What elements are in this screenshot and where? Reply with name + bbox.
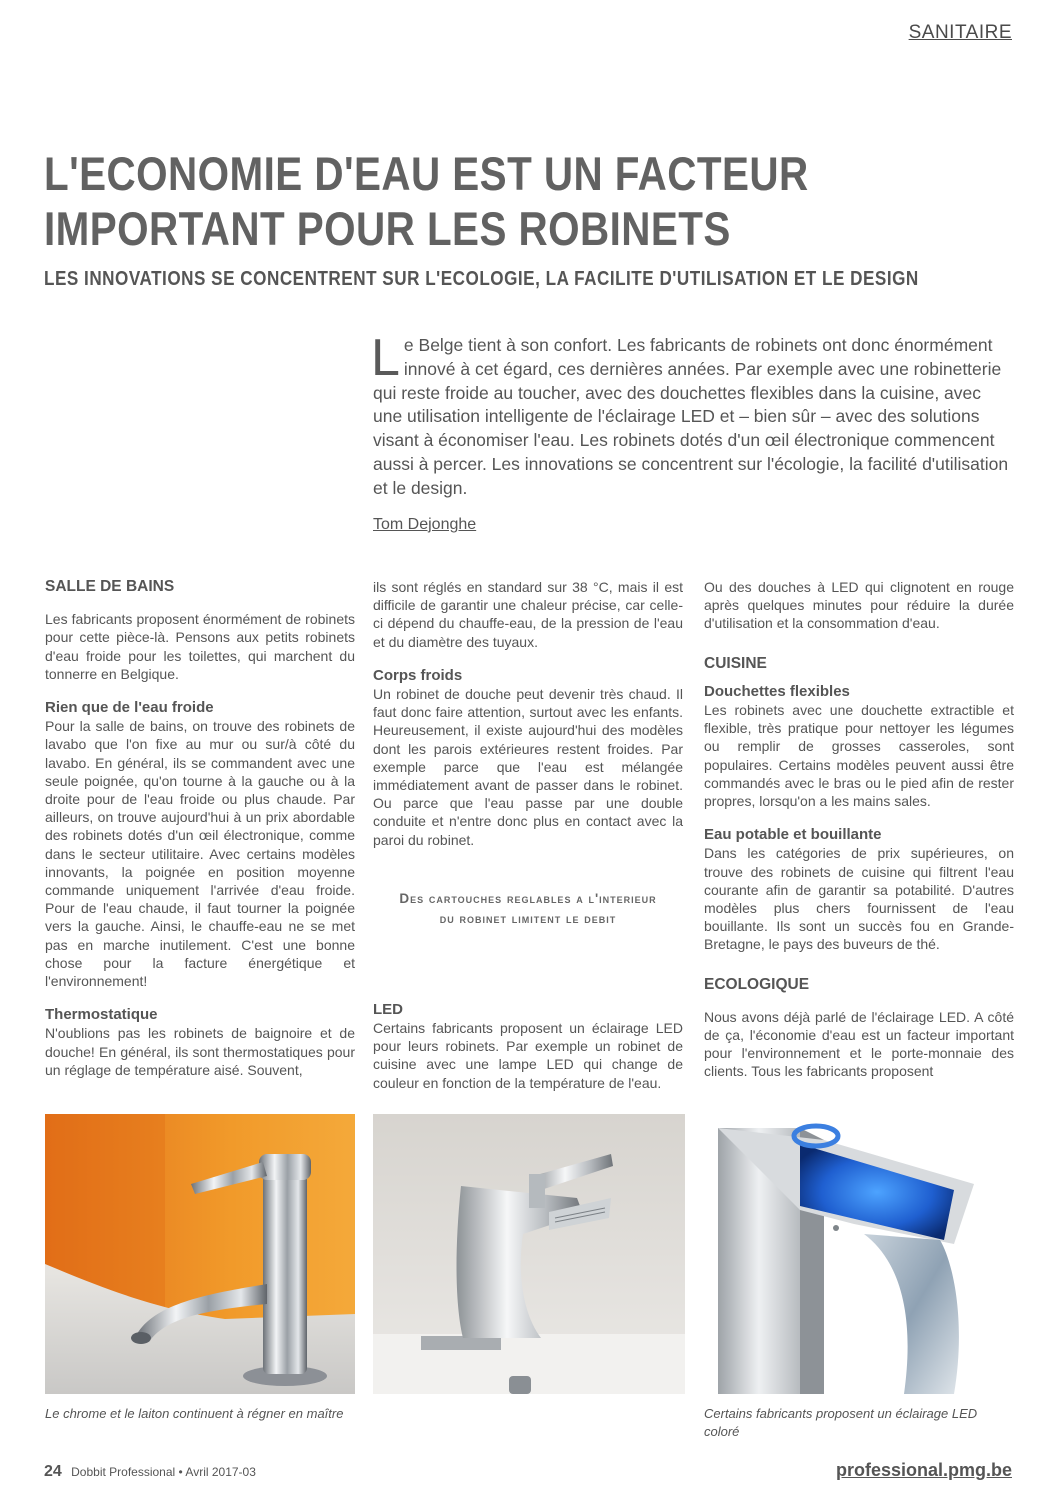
paragraph-thermo-cont: ils sont réglés en standard sur 38 °C, mais il est difficile de garantir une chaleur précise, car celle-ci dépend du chauffe-eau, de la pression de l'eau et du diamètre des tuyaux.	[373, 579, 683, 650]
subheading-eau-froide: Rien que de l'eau froide	[45, 699, 214, 717]
paragraph-douchettes: Les robinets avec une douchette extractible et flexible, très pratique pour nettoyer les légumes ou remplir de grosses casseroles, sont populaires. Certains modèles peuvent aussi être commandés avec le bras ou le pied afin de rester propres, lorsqu'on a les mains sales.	[704, 702, 1014, 810]
heading-salle-de-bains: SALLE DE BAINS	[45, 578, 175, 595]
caption-left: Le chrome et le laiton continuent à régner en maître	[45, 1406, 344, 1421]
footer-publication-info	[44, 1463, 256, 1481]
text-column-3	[704, 578, 1014, 1081]
paragraph-eau-froide: Pour la salle de bains, on trouve des robinets de lavabo que l'on fixe au mur ou sur/à côté du lavabo. En général, ils se commandent avec une seule poignée, qu'on tourne à la gauche ou à la droite pour de l'eau froide ou plus chaude. Par ailleurs, on trouve aujourd'hui à un prix abordable des robinets dotés d'un œil électronique, comme dans le secteur utilitaire. Avec certains modèles innovants, la poignée en position moyenne commande uniquement l'arrivée d'eau froide. Pour de l'eau chaude, il faut tourner la poignée vers la gauche. Ainsi, le chauffe-eau ne se met pas en marche inutilement. C'est une bonne chose pour la facture énergétique et l'environnement!	[45, 718, 355, 990]
paragraph-eau-potable: Dans les catégories de prix supérieures, on trouve des robinets de cuisine qui filtrent l'eau courante afin de garantir sa potabilité. D'autres modèles plus chers fournissent de l'eau bouillante. Ils sont un succès fou en Grande-Bretagne, le pays des buveurs de thé.	[704, 845, 1014, 953]
page-number: 24	[44, 1463, 62, 1480]
paragraph-corps-froids: Un robinet de douche peut devenir très chaud. Il faut donc faire attention, surtout avec les enfants. Heureusement, il existe aujourd'hui des modèles dont les parois extérieures restent froides. Par exemple parce que l'eau est mélangée immédiatement avant de passer dans le robinet. Ou parce que l'eau passe par une double conduite et n'entre donc plus en contact avec la paroi du robinet.	[373, 686, 683, 848]
heading-cuisine: CUISINE	[704, 654, 767, 672]
text-column-1	[45, 578, 355, 1079]
paragraph-led: Certains fabricants proposent un éclairage LED pour leurs robinets. Par exemple un robinet de cuisine avec une lampe LED qui change de couleur en fonction de la température de l'eau.	[373, 1020, 683, 1091]
square-mixer-image	[373, 1114, 685, 1394]
author-link[interactable]: Tom Dejonghe	[373, 515, 477, 533]
website-link[interactable]: professional.pmg.be	[835, 1460, 1012, 1480]
heading-ecologique: ECOLOGIQUE	[704, 975, 810, 993]
paragraph-ecologique: Nous avons déjà parlé de l'éclairage LED. A côté de ça, l'économie d'eau est un facteur important pour l'environnement et le porte-monnaie des clients. Tous les fabricants proposent	[704, 1008, 1014, 1080]
intro-text: e Belge tient à son confort. Les fabricants de robinets ont donc énormément innové à cet égard, ces dernières années. Par exemple avec une robinetterie qui reste froide au toucher, avec des douchettes flexibles dans la cuisine, avec une utilisation intelligente de l'éclairage LED et – bien sûr – avec des solutions visant à économiser l'eau. Les robinets dotés d'un œil électronique commencent aussi à percer. Les innovations se concentrent sur l'écologie, la facilité d'utilisation et le design.	[373, 335, 1009, 498]
publication-name: Dobbit Professional • Avril 2017-03	[71, 1465, 256, 1479]
section-tag: SANITAIRE	[908, 22, 1012, 43]
paragraph-led-cont: Ou des douches à LED qui clignotent en rouge après quelques minutes pour réduire la durée d'utilisation et la consommation d'eau.	[704, 579, 1014, 632]
led-tap-image	[704, 1114, 1014, 1394]
article-subtitle: LES INNOVATIONS SE CONCENTRENT SUR L'ECOLOGIE, LA FACILITE D'UTILISATION ET LE DESIGN	[44, 268, 919, 290]
pull-quote-line-2: du robinet limitent le debit	[439, 910, 617, 926]
subheading-corps-froids: Corps froids	[373, 666, 463, 684]
paragraph-thermostatique: N'oublions pas les robinets de baignoire et de douche! En général, ils sont thermostatiques pour un réglage de température aisé. Souvent,	[45, 1025, 355, 1078]
subheading-eau-potable: Eau potable et bouillante	[704, 826, 882, 844]
caption-right: Certains fabricants proposent un éclairage LED coloré	[704, 1406, 978, 1439]
pull-quote-line-1: Des cartouches reglables a l'interieur	[399, 890, 657, 906]
pull-quote	[373, 889, 683, 929]
article-intro	[371, 329, 1013, 536]
subheading-led: LED	[373, 1000, 403, 1018]
photo-square-mixer	[373, 1114, 685, 1394]
photo-led-tap	[704, 1114, 1014, 1394]
subheading-douchettes: Douchettes flexibles	[704, 682, 850, 700]
chrome-tap-image	[45, 1114, 355, 1394]
text-column-2	[373, 578, 683, 1092]
subheading-thermostatique: Thermostatique	[45, 1006, 158, 1024]
intro-dropcap: L	[371, 329, 400, 387]
photo-chrome-tap	[45, 1114, 355, 1394]
article-title: L'ECONOMIE D'EAU EST UN FACTEUR IMPORTANT POUR LES ROBINETS	[44, 147, 809, 255]
paragraph-salle: Les fabricants proposent énormément de robinets pour cette pièce-là. Pensons aux petits robinets d'eau froide pour les toilettes, qui marchent du tonnerre en Belgique.	[45, 611, 355, 682]
